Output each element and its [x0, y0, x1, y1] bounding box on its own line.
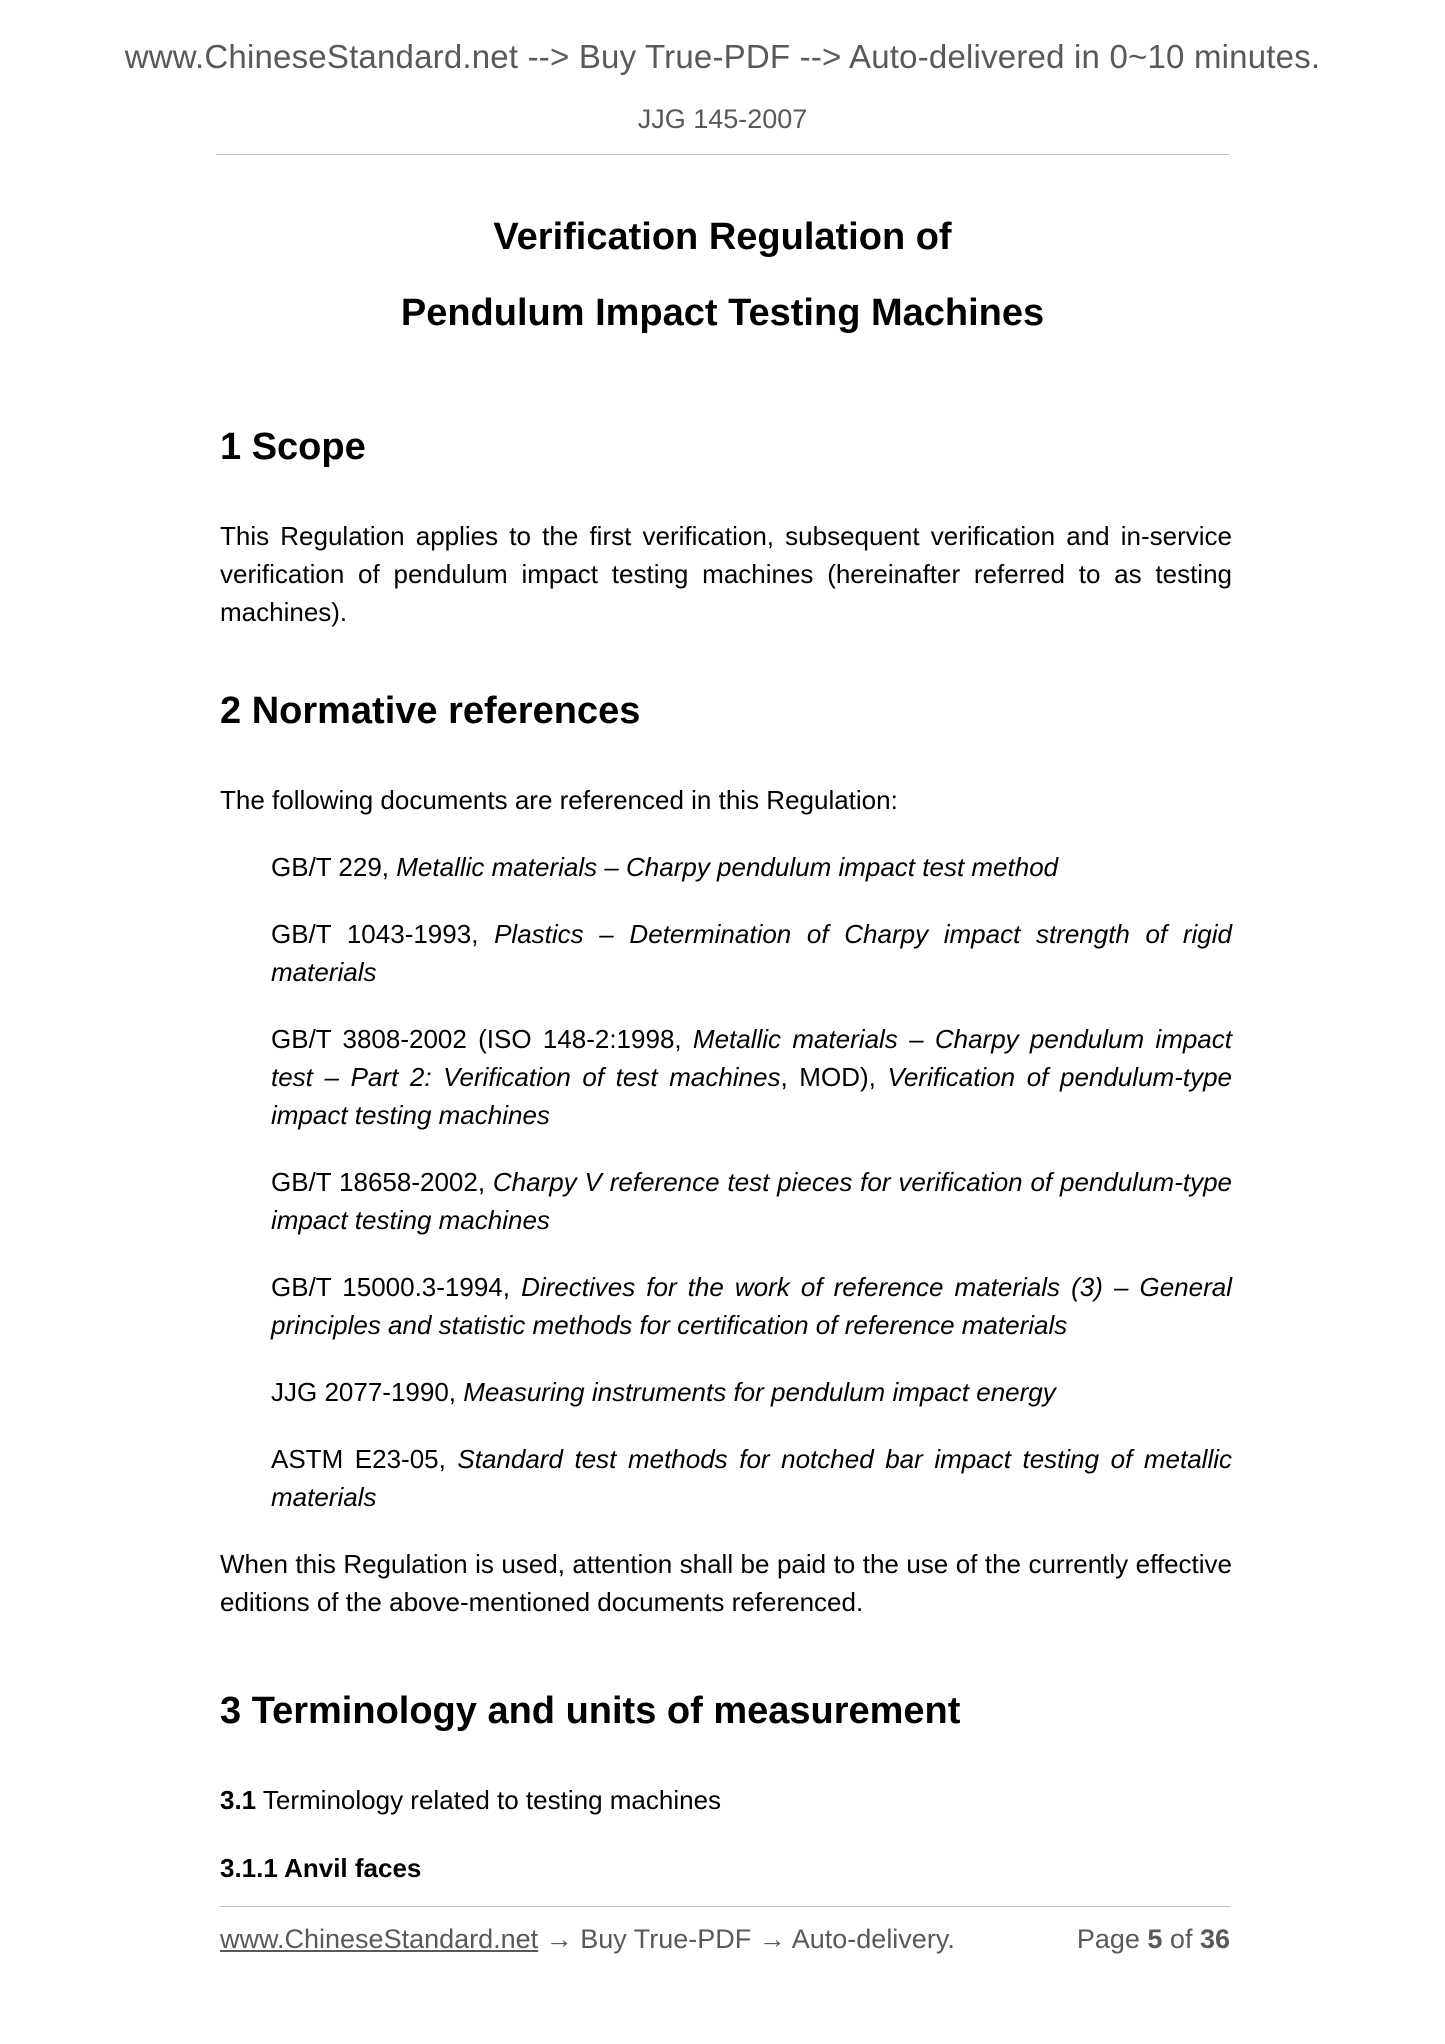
- footer-site-link[interactable]: www.ChineseStandard.net: [220, 1924, 539, 1954]
- section-heading-scope: 1 Scope: [220, 426, 366, 468]
- footer-promo: www.ChineseStandard.net → Buy True-PDF → Auto-delivery.: [220, 1924, 955, 1954]
- footer-divider: [220, 1906, 1230, 1907]
- reference-item: GB/T 3808-2002 (ISO 148-2:1998, Metallic materials – Charpy pendulum impact test – Part 2: Verification of test machines, MOD), Verification of pendulum-type impact testing machines: [271, 1024, 1233, 1130]
- reference-item: JJG 2077-1990, Measuring instruments for pendulum impact energy: [271, 1377, 1056, 1407]
- subsection-3-1-1: 3.1.1 Anvil faces: [220, 1853, 422, 1883]
- reference-item: GB/T 18658-2002, Charpy V reference test pieces for verification of pendulum-type impact testing machines: [271, 1167, 1232, 1235]
- page-counter: Page 5 of 36: [1076, 1924, 1230, 1954]
- scope-paragraph: This Regulation applies to the first verification, subsequent verification and in-service verification of pendulum impact testing machines (hereinafter referred to as testing machines).: [220, 521, 1232, 627]
- references-closing: When this Regulation is used, attention shall be paid to the use of the currently effective editions of the above-mentioned documents referenced.: [220, 1549, 1232, 1617]
- header-divider: [216, 154, 1229, 155]
- subsection-3-1: 3.1 Terminology related to testing machines: [220, 1785, 722, 1815]
- reference-item: GB/T 1043-1993, Plastics – Determination of Charpy impact strength of rigid materials: [271, 919, 1233, 987]
- document-code: JJG 145-2007: [637, 104, 808, 134]
- top-banner: www.ChineseStandard.net --> Buy True-PDF --> Auto-delivered in 0~10 minutes.: [124, 38, 1321, 75]
- reference-item: GB/T 15000.3-1994, Directives for the work of reference materials (3) – General principles and statistic methods for certification of reference materials: [271, 1272, 1232, 1340]
- section-heading-terminology: 3 Terminology and units of measurement: [220, 1690, 961, 1732]
- references-intro: The following documents are referenced in this Regulation:: [220, 785, 898, 815]
- document-title-line2: Pendulum Impact Testing Machines: [400, 292, 1045, 334]
- section-heading-normative-references: 2 Normative references: [220, 690, 641, 732]
- document-title-line1: Verification Regulation of: [493, 216, 952, 258]
- reference-item: ASTM E23-05, Standard test methods for notched bar impact testing of metallic materials: [271, 1444, 1233, 1512]
- reference-item: GB/T 229, Metallic materials – Charpy pendulum impact test method: [271, 852, 1059, 882]
